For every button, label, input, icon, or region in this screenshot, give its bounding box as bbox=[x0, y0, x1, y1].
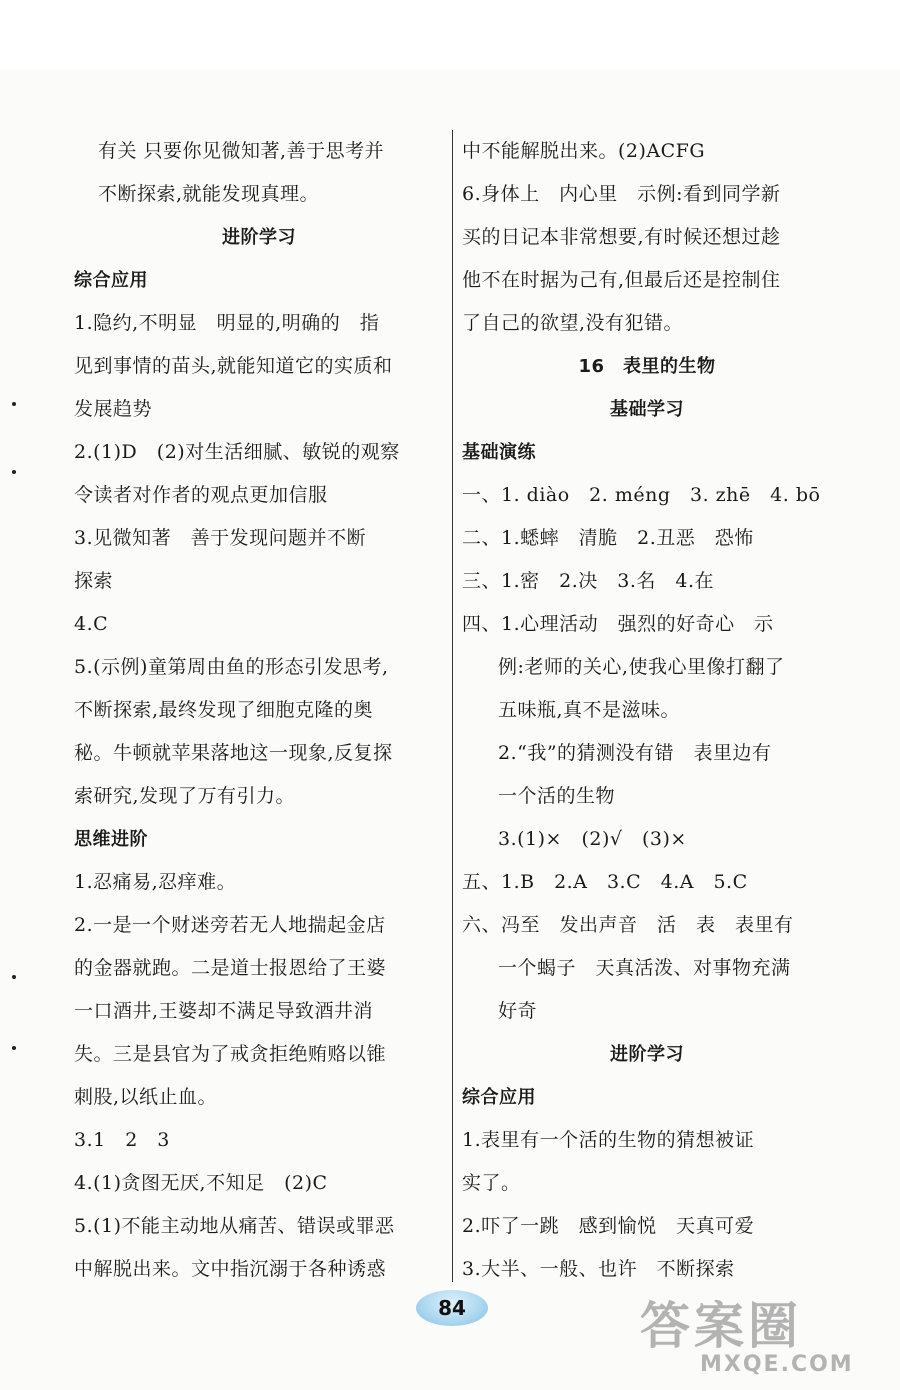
text-line: 好奇 bbox=[498, 1000, 538, 1022]
text-line: 1.表里有一个活的生物的猜想被证 bbox=[462, 1129, 755, 1151]
text-line: 四、1.心理活动 强烈的好奇心 示 bbox=[462, 613, 774, 635]
left-column bbox=[74, 130, 444, 1291]
text-line: 2.(1)D (2)对生活细腻、敏锐的观察 bbox=[74, 441, 400, 463]
scan-speck bbox=[12, 975, 16, 979]
section-heading: 综合应用 bbox=[462, 1087, 536, 1108]
text-line: 索研究,发现了万有引力。 bbox=[74, 785, 296, 807]
right-column bbox=[462, 130, 832, 1291]
text-line: 实了。 bbox=[462, 1172, 521, 1194]
text-line: 有关 只要你见微知著,善于思考并 bbox=[98, 140, 385, 162]
text-line: 1.隐约,不明显 明显的,明确的 指 bbox=[74, 312, 380, 334]
text-line: 5.(1)不能主动地从痛苦、错误或罪恶 bbox=[74, 1215, 395, 1237]
text-line: 买的日记本非常想要,有时候还想过趁 bbox=[462, 226, 781, 248]
section-title: 进阶学习 bbox=[222, 227, 296, 248]
text-line: 4.C bbox=[74, 613, 109, 635]
text-line: 的金器就跑。二是道士报恩给了王婆 bbox=[74, 957, 387, 979]
text-line: 五味瓶,真不是滋味。 bbox=[498, 699, 681, 721]
text-line: 刺股,以纸止血。 bbox=[74, 1086, 218, 1108]
section-title: 16 表里的生物 bbox=[578, 356, 716, 377]
column-divider bbox=[452, 130, 453, 1282]
text-line: 5.(示例)童第周由鱼的形态引发思考, bbox=[74, 656, 389, 678]
page-number: 84 bbox=[416, 1290, 488, 1326]
text-line: 不断探索,最终发现了细胞克隆的奥 bbox=[74, 699, 374, 721]
text-line: 3.大半、一般、也许 不断探索 bbox=[462, 1258, 735, 1280]
text-line: 了自己的欲望,没有犯错。 bbox=[462, 312, 684, 334]
text-line: 见到事情的苗头,就能知道它的实质和 bbox=[74, 355, 393, 377]
text-line: 一、1. diào 2. méng 3. zhē 4. bō bbox=[462, 484, 821, 506]
section-title: 进阶学习 bbox=[610, 1044, 684, 1065]
text-line: 3.见微知著 善于发现问题并不断 bbox=[74, 527, 367, 549]
text-line: 中解脱出来。文中指沉溺于各种诱惑 bbox=[74, 1258, 387, 1280]
scan-speck bbox=[12, 402, 16, 406]
watermark-title: 答案圈 bbox=[640, 1297, 802, 1355]
text-line: 4.(1)贪图无厌,不知足 (2)C bbox=[74, 1172, 328, 1194]
text-line: 二、1.蟋蟀 清脆 2.丑恶 恐怖 bbox=[462, 527, 754, 549]
section-heading: 综合应用 bbox=[74, 270, 148, 291]
section-heading: 基础演练 bbox=[462, 442, 536, 463]
text-line: 发展趋势 bbox=[74, 398, 153, 420]
text-line: 六、冯至 发出声音 活 表 表里有 bbox=[462, 914, 794, 936]
text-line: 中不能解脱出来。(2)ACFG bbox=[462, 140, 706, 162]
section-heading: 思维进阶 bbox=[74, 829, 148, 850]
scan-speck bbox=[12, 1046, 16, 1050]
text-line: 三、1.密 2.决 3.名 4.在 bbox=[462, 570, 715, 592]
text-line: 不断探索,就能发现真理。 bbox=[98, 183, 320, 205]
text-line: 探索 bbox=[74, 570, 114, 592]
text-line: 例:老师的关心,使我心里像打翻了 bbox=[498, 656, 785, 678]
text-line: 一个活的生物 bbox=[498, 785, 616, 807]
text-line: 2.吓了一跳 感到愉悦 天真可爱 bbox=[462, 1215, 755, 1237]
text-line: 他不在时据为己有,但最后还是控制住 bbox=[462, 269, 781, 291]
text-line: 五、1.B 2.A 3.C 4.A 5.C bbox=[462, 871, 748, 893]
scan-speck bbox=[12, 470, 16, 474]
text-line: 3.(1)× (2)√ (3)× bbox=[498, 828, 687, 850]
text-line: 6.身体上 内心里 示例:看到同学新 bbox=[462, 183, 781, 205]
text-line: 一口酒井,王婆却不满足导致酒井消 bbox=[74, 1000, 374, 1022]
text-line: 令读者对作者的观点更加信服 bbox=[74, 484, 328, 506]
section-title: 基础学习 bbox=[610, 399, 684, 420]
text-line: 1.忍痛易,忍痒难。 bbox=[74, 871, 237, 893]
text-line: 2.一是一个财迷旁若无人地揣起金店 bbox=[74, 914, 386, 936]
text-line: 2.“我”的猜测没有错 表里边有 bbox=[498, 742, 772, 764]
text-line: 秘。牛顿就苹果落地这一现象,反复探 bbox=[74, 742, 393, 764]
text-line: 一个蝎子 天真活泼、对事物充满 bbox=[498, 957, 791, 979]
watermark-url: MXQE.COM bbox=[700, 1352, 854, 1377]
text-line: 失。三是县官为了戒贪拒绝贿赂以锥 bbox=[74, 1043, 387, 1065]
watermark-logo bbox=[640, 1297, 890, 1385]
text-line: 3.1 2 3 bbox=[74, 1129, 170, 1151]
